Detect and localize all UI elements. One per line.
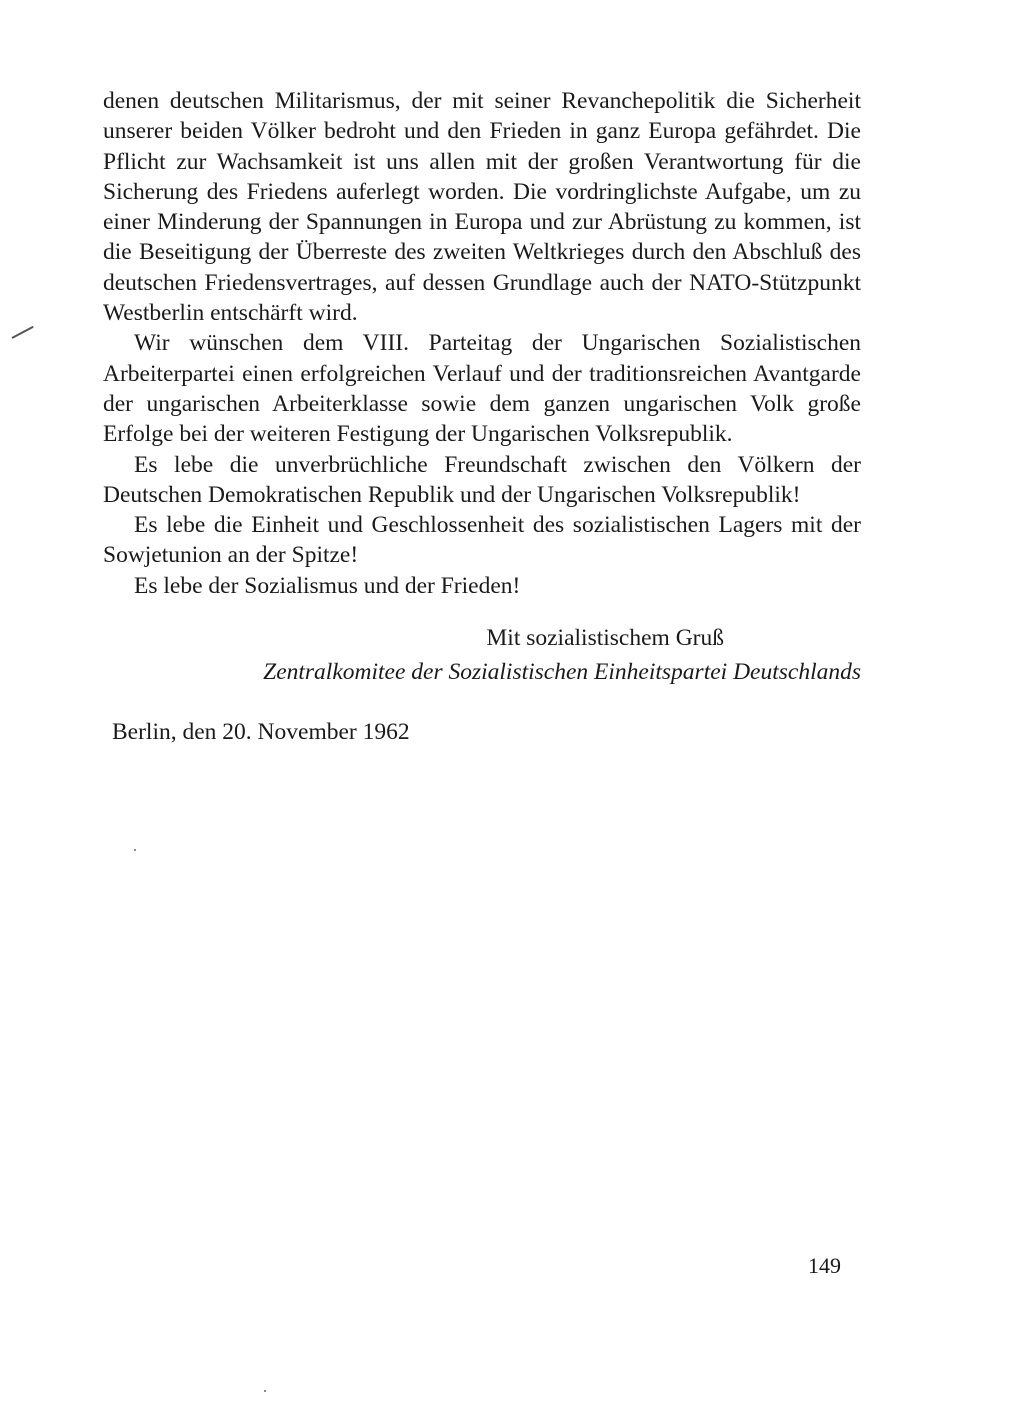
letter-body bbox=[103, 86, 861, 601]
date-line: Berlin, den 20. November 1962 bbox=[112, 719, 410, 745]
body-paragraph: Es lebe die Einheit und Geschlossenheit des sozialistischen Lagers mit der Sowjetunion an der Spitze! bbox=[103, 512, 861, 569]
paper-speck bbox=[134, 849, 136, 851]
margin-pencil-mark bbox=[12, 326, 34, 339]
paper-speck bbox=[264, 1390, 266, 1392]
page-number: 149 bbox=[808, 1253, 841, 1278]
body-paragraph: Es lebe die unverbrüchliche Freundschaft zwischen den Völkern der Deutschen Demokratischen Republik und der Ungarischen Volksrepublik! bbox=[103, 451, 861, 508]
body-paragraph: Es lebe der Sozialismus und der Frieden! bbox=[134, 572, 521, 599]
closing-greeting: Mit sozialistischem Gruß bbox=[486, 625, 724, 651]
body-paragraph: Wir wünschen dem VIII. Parteitag der Ungarischen Sozialistischen Arbeiterpartei einen erfolgreichen Verlauf und der traditionsreichen Avantgarde der ungarischen Arbeiterklasse sowie dem ganzen ungarischen Volk große Erfolge bei der weiteren Festigung der Ungarischen Volksrepublik. bbox=[103, 330, 861, 448]
body-paragraph: denen deutschen Militarismus, der mit seiner Revanchepolitik die Sicherheit unserer beiden Völker bedroht und den Frieden in ganz Europa gefährdet. Die Pflicht zur Wachsamkeit ist uns allen mit der großen Verantwortung für die Sicherung des Friedens auferlegt worden. Die vordringlichste Aufgabe, um zu einer Minderung der Spannungen in Europa und zur Abrüstung zu kommen, ist die Beseitigung der Überreste des zweiten Weltkrieges durch den Abschluß des deutschen Friedensvertrages, auf dessen Grundlage auch der NATO-Stützpunkt Westberlin entschärft wird. bbox=[103, 88, 861, 327]
signature-line: Zentralkomitee der Sozialistischen Einheitspartei Deutschlands bbox=[263, 659, 861, 685]
